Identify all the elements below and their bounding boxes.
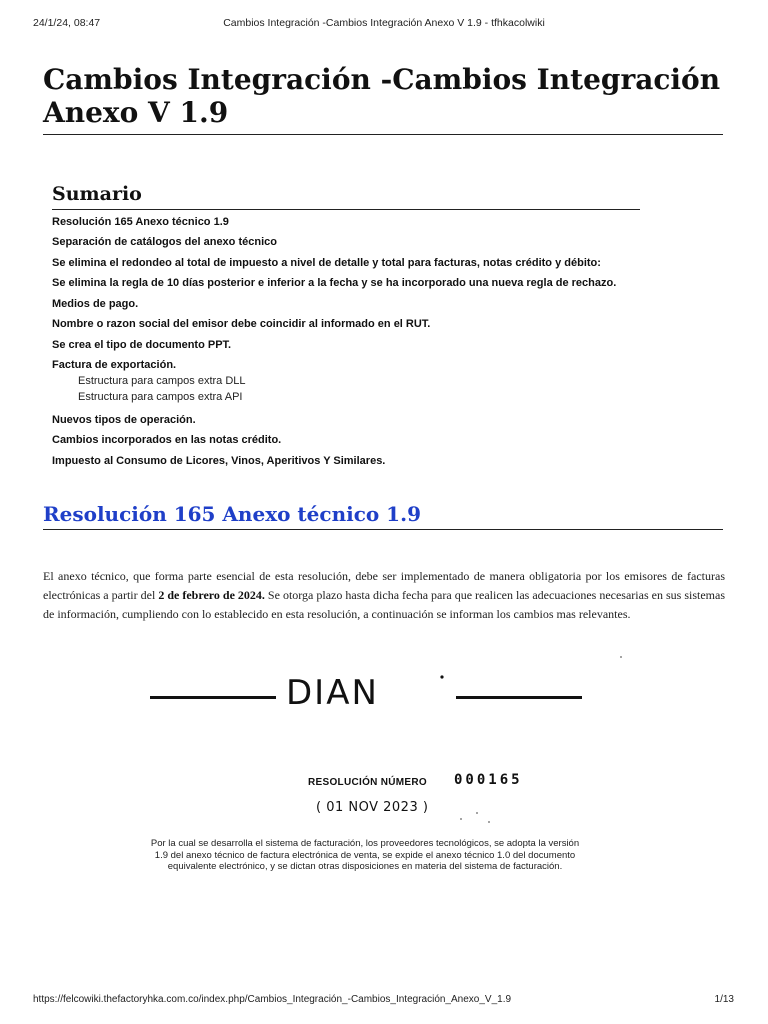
toc-sublink-campos-dll[interactable]: Estructura para campos extra DLL bbox=[78, 375, 246, 387]
toc-link-medios-pago[interactable]: Medios de pago. bbox=[52, 298, 139, 310]
para-text-part1: El anexo técnico, que forma parte esencial de esta resolución, debe ser implementado de manera obligatoria por los emisores de facturas electrónicas a partir del bbox=[43, 569, 725, 602]
toc-heading: Sumario bbox=[52, 183, 142, 205]
para-deadline-date: 2 de febrero de 2024. bbox=[158, 588, 265, 602]
toc-link-documento-ppt[interactable]: Se crea el tipo de documento PPT. bbox=[52, 339, 232, 351]
scan-speck bbox=[460, 818, 462, 820]
dian-registered-mark-icon bbox=[440, 675, 443, 678]
dian-rule-left bbox=[150, 696, 276, 699]
print-datetime: 24/1/24, 08:47 bbox=[33, 17, 101, 29]
toc-sublink-campos-api[interactable]: Estructura para campos extra API bbox=[78, 391, 243, 403]
toc-link-impuesto-licores[interactable]: Impuesto al Consumo de Licores, Vinos, Aperitivos Y Similares. bbox=[52, 455, 386, 467]
scan-speck bbox=[620, 656, 622, 658]
section-paragraph bbox=[43, 567, 725, 624]
resolution-number: 000165 bbox=[454, 772, 523, 788]
toc-link-regla-10-dias[interactable]: Se elimina la regla de 10 días posterior e inferior a la fecha y se ha incorporado una nueva regla de rechazo. bbox=[52, 277, 617, 289]
resolution-date: ( 01 NOV 2023 ) bbox=[316, 800, 429, 815]
title-divider bbox=[43, 134, 723, 135]
table-of-contents bbox=[52, 182, 640, 467]
print-url[interactable]: https://felcowiki.thefactoryhka.com.co/index.php/Cambios_Integración_-Cambios_Integración_Anexo_V_1.9 bbox=[33, 994, 512, 1005]
toc-link-separacion-catalogos[interactable]: Separación de catálogos del anexo técnico bbox=[52, 236, 277, 248]
dian-rule-right bbox=[456, 696, 582, 699]
print-footer bbox=[0, 994, 768, 1010]
dian-logo bbox=[286, 674, 446, 708]
resolution-scan-image bbox=[140, 660, 600, 910]
toc-link-notas-credito[interactable]: Cambios incorporados en las notas crédito. bbox=[52, 434, 282, 446]
toc-link-redondeo[interactable]: Se elimina el redondeo al total de impuesto a nivel de detalle y total para facturas, notas crédito y débito: bbox=[52, 257, 601, 269]
para-text-part2: Se otorga plazo hasta dicha fecha para que realicen las adecuaciones necesarias en sus sistemas de información, cumpliendo con lo establecido en esta resolución, a continuación se informan los cambios mas relevantes. bbox=[43, 588, 725, 621]
resolution-description: Por la cual se desarrolla el sistema de facturación, los proveedores tecnológicos, se adopta la versión 1.9 del anexo técnico de factura electrónica de venta, se expide el anexo técnico 1.0 del documento equivalente electrónico, y se dictan otras disposiciones en materia del sistema de facturación. bbox=[150, 838, 580, 872]
section-heading: Resolución 165 Anexo técnico 1.9 bbox=[43, 502, 421, 526]
page-title bbox=[43, 63, 723, 129]
print-header bbox=[0, 17, 768, 33]
scan-speck bbox=[476, 812, 478, 814]
print-page-number: 1/13 bbox=[714, 994, 734, 1005]
print-doc-title: Cambios Integración -Cambios Integración Anexo V 1.9 - tfhkacolwiki bbox=[223, 17, 545, 29]
toc-link-resolucion-165[interactable]: Resolución 165 Anexo técnico 1.9 bbox=[52, 216, 229, 228]
toc-divider bbox=[52, 209, 640, 210]
page-title-line1: Cambios Integración -Cambios Integración bbox=[43, 63, 721, 96]
toc-link-tipos-operacion[interactable]: Nuevos tipos de operación. bbox=[52, 414, 196, 426]
page-title-line2: Anexo V 1.9 bbox=[43, 96, 229, 129]
dian-logo-text: DIAN bbox=[286, 674, 379, 708]
toc-link-razon-social[interactable]: Nombre o razon social del emisor debe coincidir al informado en el RUT. bbox=[52, 318, 431, 330]
section-divider bbox=[43, 529, 723, 530]
toc-link-factura-exportacion[interactable]: Factura de exportación. bbox=[52, 359, 177, 371]
scan-speck bbox=[488, 821, 490, 823]
resolution-label: RESOLUCIÓN NÚMERO bbox=[308, 777, 427, 788]
